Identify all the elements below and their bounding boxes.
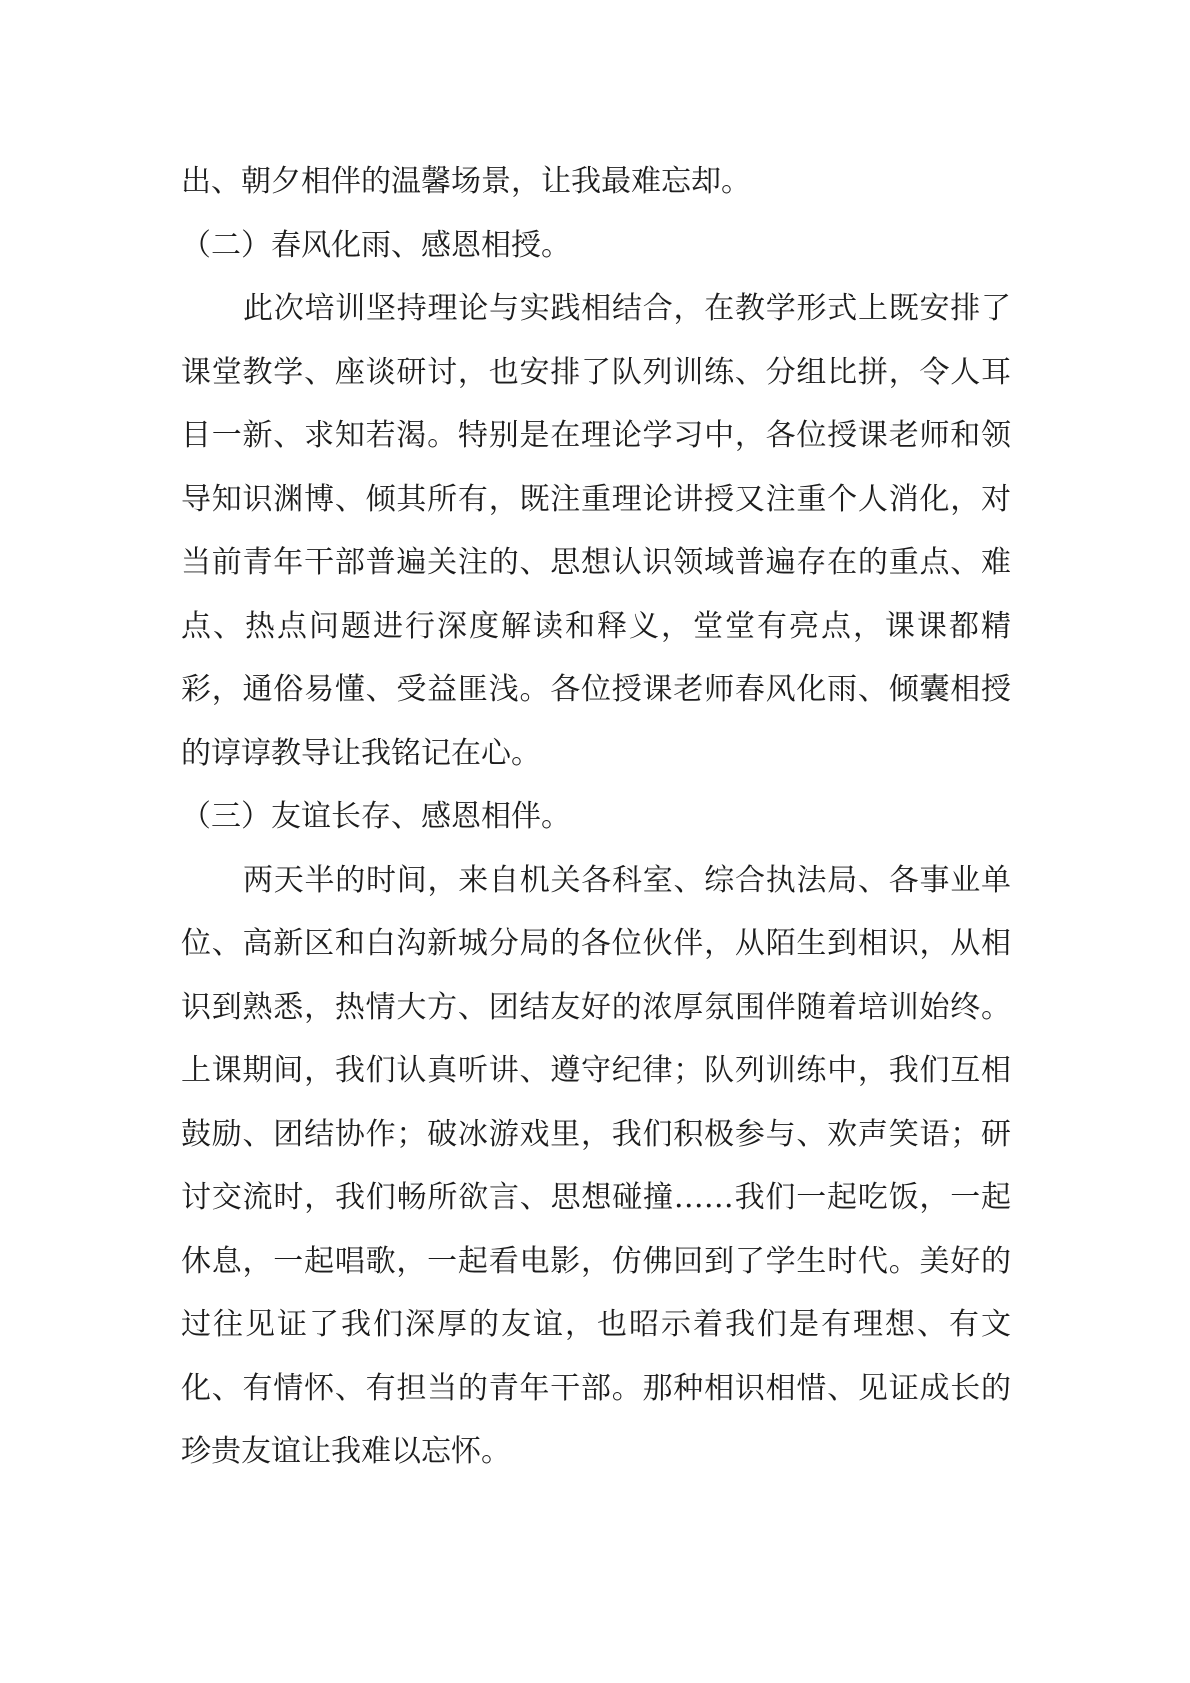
document-body xyxy=(181,150,1011,1484)
section-heading-2: （二）春风化雨、感恩相授。 xyxy=(181,227,571,263)
continuation-paragraph: 出、朝夕相伴的温馨场景，让我最难忘却。 xyxy=(181,164,751,199)
body-paragraph-training: 此次培训坚持理论与实践相结合，在教学形式上既安排了课堂教学、座谈研讨，也安排了队列训练、分组比拼，令人耳目一新、求知若渴。特别是在理论学习中，各位授课老师和领导知识渊博、倾其所有，既注重理论讲授又注重个人消化，对当前青年干部普遍关注的、思想认识领域普遍存在的重点、难点、热点问题进行深度解读和释义，堂堂有亮点，课课都精彩，通俗易懂、受益匪浅。各位授课老师春风化雨、倾囊相授的谆谆教导让我铭记在心。 xyxy=(181,291,1011,771)
body-paragraph-friendship: 两天半的时间，来自机关各科室、综合执法局、各事业单位、高新区和白沟新城分局的各位伙伴，从陌生到相识，从相识到熟悉，热情大方、团结友好的浓厚氛围伴随着培训始终。上课期间，我们认真听讲、遵守纪律；队列训练中，我们互相鼓励、团结协作；破冰游戏里，我们积极参与、欢声笑语；研讨交流时，我们畅所欲言、思想碰撞……我们一起吃饭，一起休息，一起唱歌，一起看电影，仿佛回到了学生时代。美好的过往见证了我们深厚的友谊，也昭示着我们是有理想、有文化、有情怀、有担当的青年干部。那种相识相惜、见证成长的珍贵友谊让我难以忘怀。 xyxy=(181,862,1011,1469)
section-heading-3: （三）友谊长存、感恩相伴。 xyxy=(181,799,571,834)
